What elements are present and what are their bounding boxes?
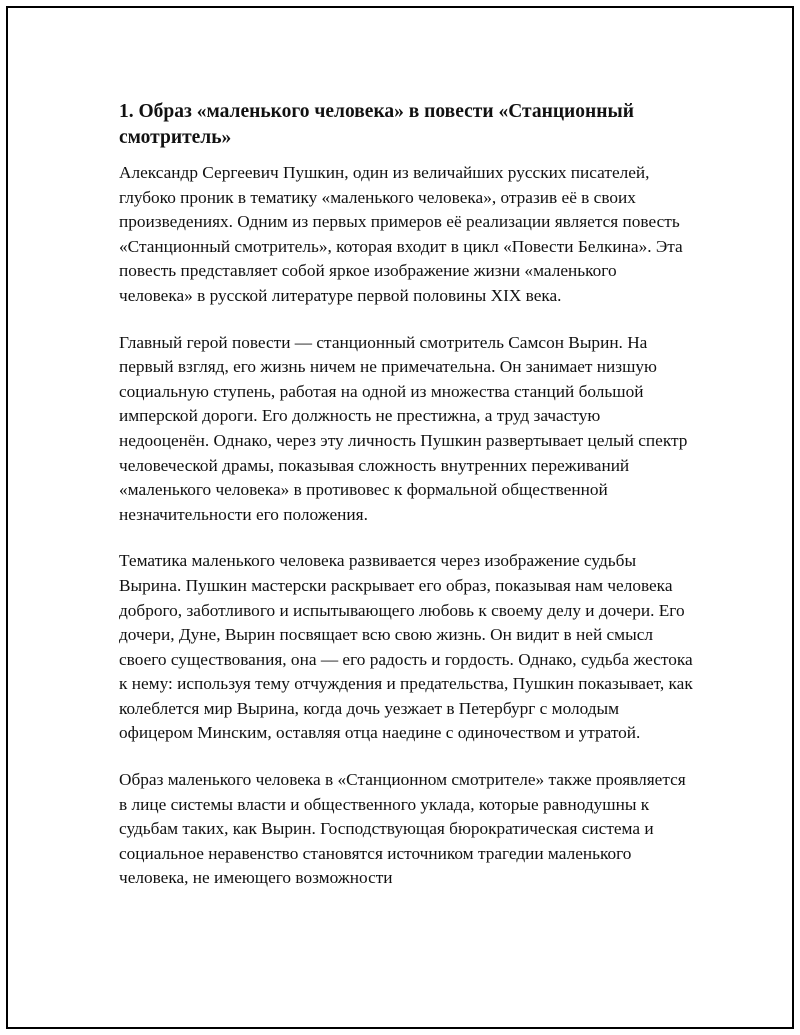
section-heading: 1. Образ «маленького человека» в повести «Станционный смотритель» — [119, 101, 634, 148]
page-frame — [6, 6, 794, 1029]
document-body — [119, 99, 694, 913]
paragraph-main-hero: Главный герой повести — станционный смотритель Самсон Вырин. На первый взгляд, его жизнь ничем не примечательна. Он занимает низшую социальную ступень, работая на одной из множества станций большой имперской дороги. Его должность не престижна, а труд зачастую недооценён. Однако, через эту личность Пушкин развертывает целый спектр человеческой драмы, показывая сложность внутренних переживаний «маленького человека» в противовес к формальной общественной незначительности его положения. — [119, 332, 688, 524]
paragraph-fate: Тематика маленького человека развивается через изображение судьбы Вырина. Пушкин мастерски раскрывает его образ, показывая нам человека доброго, заботливого и испытывающего любовь к своему делу и дочери. Его дочери, Дуне, Вырин посвящает всю свою жизнь. Он видит в ней смысл своего существования, она — его радость и гордость. Однако, судьба жестока к нему: используя тему отчуждения и предательства, Пушкин показывает, как колеблется мир Вырина, когда дочь уезжает в Петербург с молодым офицером Минским, оставляя отца наедине с одиночеством и утратой. — [119, 551, 693, 743]
paragraph-intro: Александр Сергеевич Пушкин, один из величайших русских писателей, глубоко проник в тематику «маленького человека», отразив её в своих произведениях. Одним из первых примеров её реализации является повесть «Станционный смотритель», которая входит в цикл «Повести Белкина». Эта повесть представляет собой яркое изображение жизни «маленького человека» в русской литературе первой половины XIX века. — [119, 163, 683, 305]
paragraph-system: Образ маленького человека в «Станционном смотрителе» также проявляется в лице системы власти и общественного уклада, которые равнодушны к судьбам таких, как Вырин. Господствующая бюрократическая система и социальное неравенство становятся источником трагедии маленького человека, не имеющего возможности — [119, 770, 686, 888]
